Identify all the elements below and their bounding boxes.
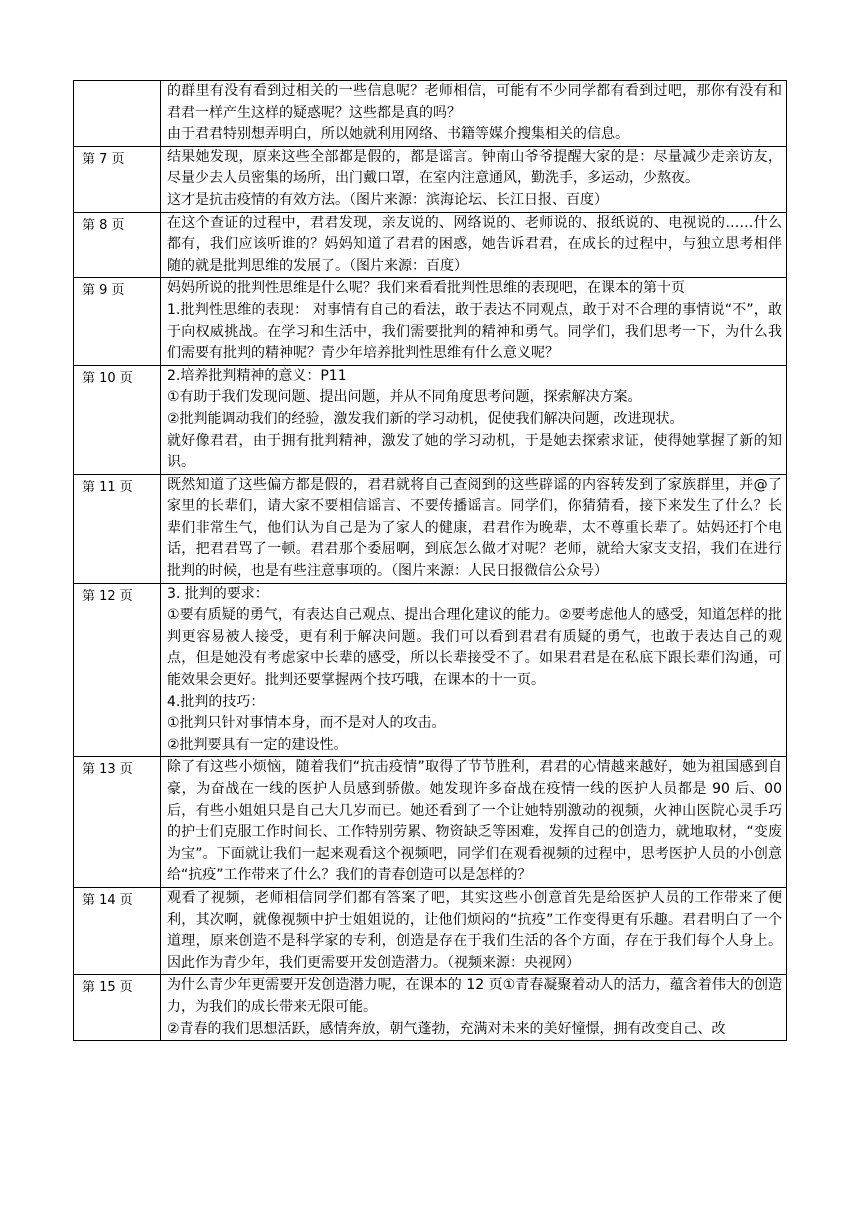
row-content [161,213,787,278]
table-row [74,278,787,365]
page-label: 第 8 页 [74,213,161,278]
row-content [161,366,787,474]
paragraph: 这才是抗击疫情的有效方法。（图片来源：滨海论坛、长江日报、百度） [167,191,608,208]
table-row [74,213,787,279]
table-row [74,975,787,1041]
paragraph: 3. 批判的要求： [167,585,269,602]
row-content [161,147,787,212]
paragraph: ②批判要具有一定的建设性。 [167,736,348,753]
row-content [161,278,787,364]
page-label: 第 14 页 [74,888,161,974]
page-label: 第 7 页 [74,147,161,212]
paragraph: 为什么青少年更需要开发创造潜力呢，在课本的 12 页①青春凝聚着动人的活力，蕴含着伟大的创造力，为我们的成长带来无限可能。 [167,977,782,1015]
row-content [161,81,787,146]
lesson-script-table [73,80,787,1041]
table-row [74,81,787,147]
paragraph: 由于君君特别想弄明白，所以她就利用网络、书籍等媒介搜集相关的信息。 [167,126,629,143]
table-row [74,147,787,213]
page-label [74,81,161,146]
paragraph: 就好像君君，由于拥有批判精神，激发了她的学习动机，于是她去探索求证，使得她掌握了新的知识。 [167,432,782,471]
page-label: 第 15 页 [74,975,161,1040]
paragraph: ①有助于我们发现问题、提出问题，并从不同角度思考问题，探索解决方案。 [167,389,642,406]
table-row [74,757,787,888]
paragraph: ①要有质疑的勇气，有表达自己观点、提出合理化建议的能力。②要考虑他人的感受，知道怎样的批判更容易被人接受，更有利于解决问题。我们可以看到君君有质疑的勇气，也敢于表达自己的观点，但是她没有考虑家中长辈的感受，所以长辈接受不了。如果君君是在私底下跟长辈们沟通，可能效果会更好。批判还要掌握两个技巧哦，在课本的十一页。 [167,607,782,689]
page-label: 第 11 页 [74,475,161,583]
table-row [74,888,787,975]
paragraph: ②青春的我们思想活跃，感情奔放，朝气蓬勃，充满对未来的美好憧憬，拥有改变自己、改 [167,1020,726,1037]
paragraph: ①批判只针对事情本身，而不是对人的攻击。 [167,715,446,732]
paragraph: 4.批判的技巧： [167,693,265,710]
page-label: 第 10 页 [74,366,161,474]
paragraph: 在这个查证的过程中，君君发现，亲友说的、网络说的、老师说的、报纸说的、电视说的……什么都有，我们应该听谁的？妈妈知道了君君的困惑，她告诉君君，在成长的过程中，与独立思考相伴随的就是批判思维的发展了。（图片来源：百度） [167,214,782,274]
paragraph: 观看了视频，老师相信同学们都有答案了吧，其实这些小创意首先是给医护人员的工作带来了便利，其次啊，就像视频中护士姐姐说的，让他们烦闷的“抗疫”工作变得更有乐趣。君君明白了一个道理，原来创造不是科学家的专利，创造是存在于我们生活的各个方面，存在于我们每个人身上。因此作为青少年，我们更需要开发创造潜力。（视频来源：央视网） [167,889,782,971]
paragraph: ②批判能调动我们的经验，激发我们新的学习动机，促使我们解决问题，改进现状。 [167,410,684,427]
page-label: 第 9 页 [74,278,161,364]
page-label: 第 13 页 [74,757,161,887]
table-row [74,475,787,584]
paragraph: 的群里有没有看到过相关的一些信息呢？老师相信，可能有不少同学都有看到过吧，那你有没有和君君一样产生这样的疑惑呢？这些都是真的吗？ [167,83,782,121]
row-content [161,975,787,1040]
table-row [74,584,787,758]
row-content [161,584,787,757]
page-label: 第 12 页 [74,584,161,757]
row-content [161,888,787,974]
paragraph: 妈妈所说的批判性思维是什么呢？我们来看看批判性思维的表现吧，在课本的第十页 [167,280,685,297]
paragraph: 2.培养批判精神的意义：P11 [167,367,347,384]
row-content [161,757,787,887]
paragraph: 既然知道了这些偏方都是假的，君君就将自己查阅到的这些辟谣的内容转发到了家族群里，并@了家里的长辈们，请大家不要相信谣言、不要传播谣言。同学们，你猜猜看，接下来发生了什么？长辈们非常生气，他们认为自己是为了家人的健康，君君作为晚辈，太不尊重长辈了。姑妈还打个电话，把君君骂了一顿。君君那个委屈啊，到底怎么做才对呢？老师，就给大家支支招，我们在进行批判的时候，也是有些注意事项的。（图片来源：人民日报微信公众号） [167,476,782,580]
paragraph: 1.批判性思维的表现： 对事情有自己的看法，敢于表达不同观点，敢于对不合理的事情说“不”，敢于向权威挑战。在学习和生活中，我们需要批判的精神和勇气。同学们，我们思考一下，为什么我们需要有批判的精神呢？青少年培养批判性思维有什么意义呢？ [167,301,782,362]
table-row [74,366,787,475]
paragraph: 结果她发现，原来这些全部都是假的，都是谣言。钟南山爷爷提醒大家的是：尽量减少走亲访友，尽量少去人员密集的场所，出门戴口罩，在室内注意通风，勤洗手，多运动，少熬夜。 [167,148,782,187]
row-content [161,475,787,583]
paragraph: 除了有这些小烦恼，随着我们“抗击疫情”取得了节节胜利，君君的心情越来越好，她为祖国感到自豪，为奋战在一线的医护人员感到骄傲。她发现许多奋战在疫情一线的医护人员都是 90 后、00 后，有些小姐姐只是自己大几岁而已。她还看到了一个让她特别激动的视频，火神山医院心灵手巧的护士们克服工作时间长、工作特别劳累、物资缺乏等困难，发挥自己的创造力，就地取材，“变废为宝”。下面就让我们一起来观看这个视频吧，同学们在观看视频的过程中，思考医护人员的小创意给“抗疫”工作带来了什么？我们的青春创造可以是怎样的？ [167,759,782,884]
